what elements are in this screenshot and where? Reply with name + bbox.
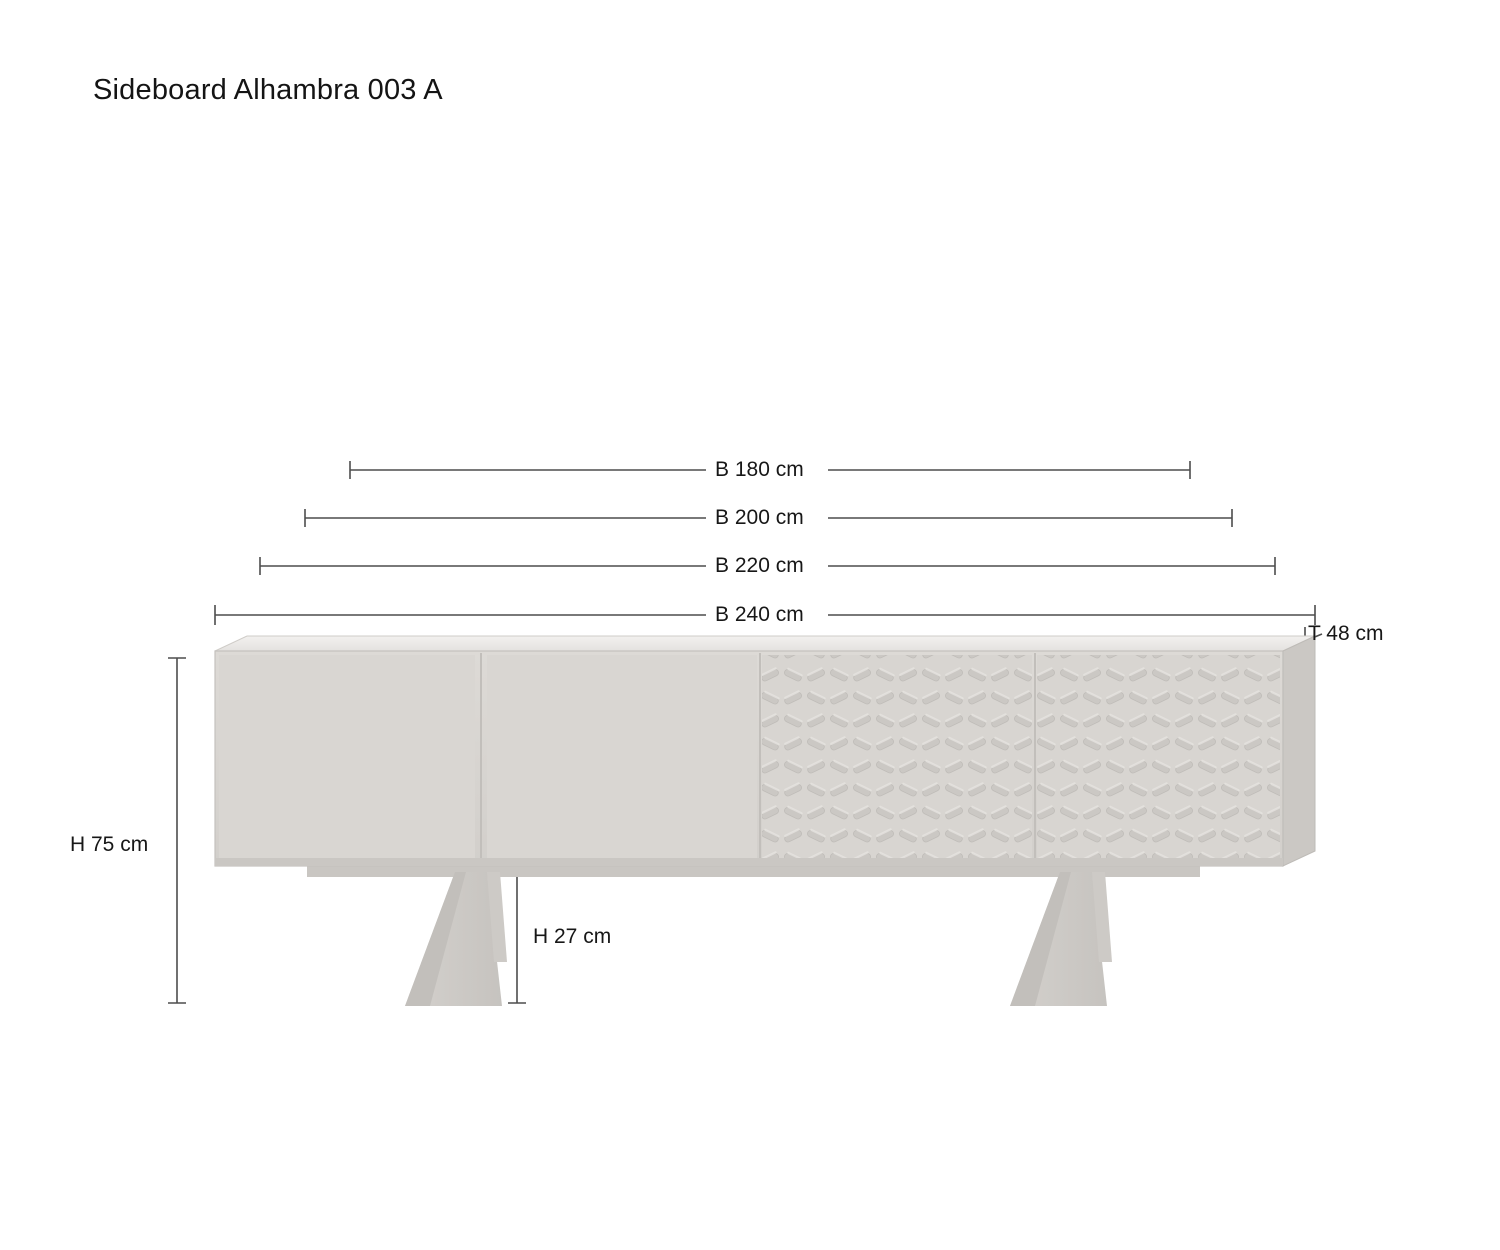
- door-panel-4: [1037, 655, 1280, 862]
- dimension-label-width-220: B 220 cm: [706, 554, 813, 578]
- dimension-label-width-240: B 240 cm: [706, 603, 813, 627]
- dimension-label-depth-48: T 48 cm: [1308, 622, 1384, 645]
- leg-left: [405, 872, 507, 1006]
- dimension-line-height-27: [508, 866, 526, 1003]
- dimension-label-height-27: H 27 cm: [533, 925, 612, 948]
- door-panel-1: [219, 655, 475, 862]
- leg-right: [1010, 872, 1112, 1006]
- dimension-label-height-75: H 75 cm: [70, 833, 149, 856]
- page-title: Sideboard Alhambra 003 A: [93, 74, 443, 106]
- dimension-label-width-180: B 180 cm: [706, 458, 813, 482]
- door-panel-3: [762, 655, 1032, 862]
- dimension-lines-width: [215, 461, 1315, 625]
- dimension-label-width-200: B 200 cm: [706, 506, 813, 530]
- dimension-line-height-75: [168, 658, 186, 1003]
- door-panel-2: [487, 655, 757, 862]
- sideboard-illustration: [215, 636, 1315, 1006]
